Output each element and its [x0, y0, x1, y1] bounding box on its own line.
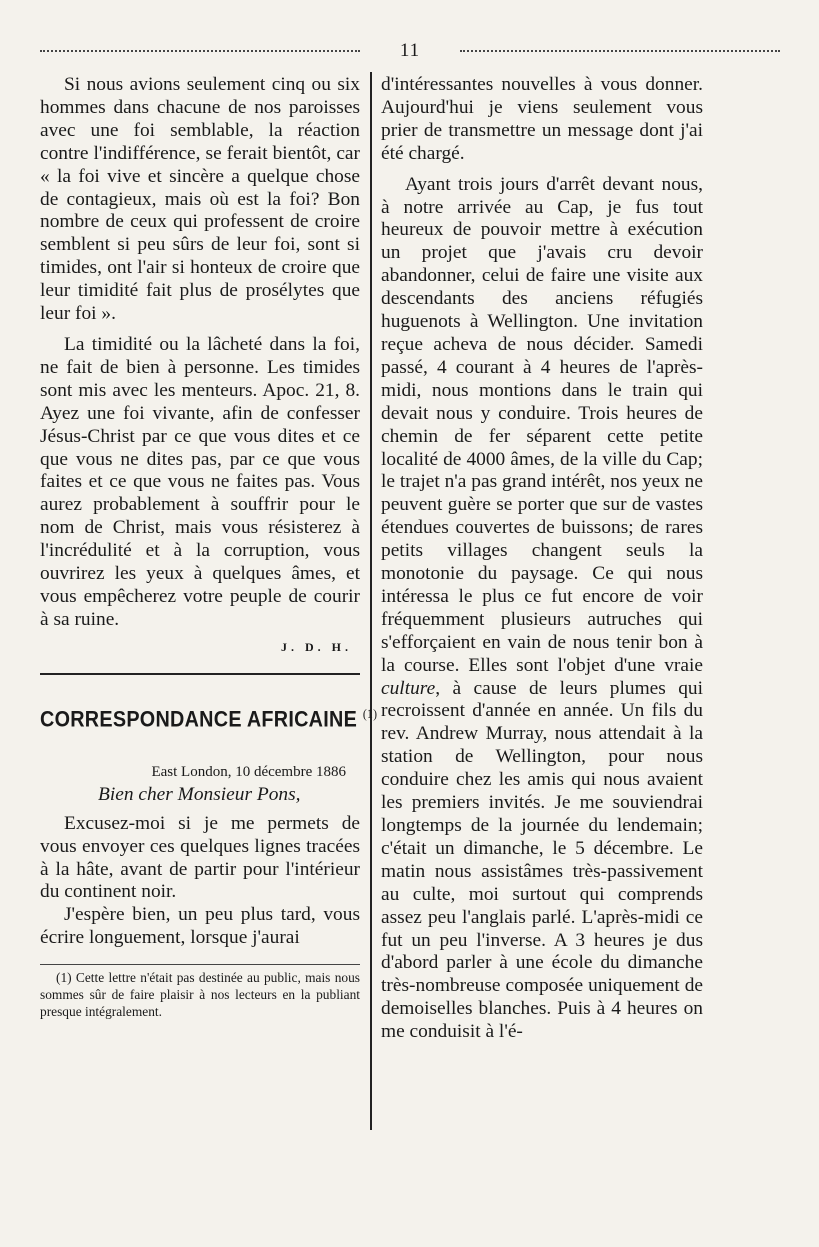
paragraph: Si nous avions seulement cinq ou six hommes dans chacune de nos paroisses avec une foi semblable, la réaction contre l'indifférence, se ferait bientôt, car « la foi vive et sincère a quelque chose de contagieux, mais où est la foi? Bon nombre de ceux qui professent de croire semblent si peu sûrs de leur foi, sont si timides, ont l'air si honteux de croire que leur timidité fait plus de prosélytes que leur foi ».: [40, 74, 360, 325]
paragraph-text: , à cause de leurs plumes qui recroissent d'année en année. Un fils du rev. Andrew Murray, nous attendait à la station de Wellington, pour nous conduire chez les amis qui nous avaient les premiers invités. Je me souviendrai longtemps de la journée du lendemain; c'était un dimanche, le 5 décembre. Le matin nous assistâmes très-passivement au culte, moi surtout qui comprends assez peu l'anglais parlé. L'après-midi ce fut un peu l'inverse. A 3 heures je dus d'abord parler à une école du dimanche très-nombreuse composée uniquement de demoiselles blanches. Puis à 4 heures on me conduisit à l'é-: [381, 677, 703, 1043]
paragraph: [381, 174, 703, 1044]
column-divider: [370, 72, 372, 1130]
letter-paragraph: J'espère bien, un peu plus tard, vous écrire longuement, lorsque j'aurai: [40, 904, 360, 949]
emphasis: culture: [381, 677, 436, 699]
section-title-text: CORRESPONDANCE AFRICAINE: [40, 705, 358, 731]
paragraph-text: Ayant trois jours d'arrêt devant nous, à notre arrivée au Cap, je fus tout heureux de pouvoir mettre à exécution un projet que j'avais cru devoir abandonner, celui de faire une visite aux descendants des anciens réfugiés huguenots à Wellington. Une invitation reçue acheva de nous décider. Samedi passé, 4 courant à 4 heures de l'après-midi, nous montions dans le train qui devait nous y conduire. Trois heures de chemin de fer séparent cette petite localité de 4000 âmes, de la ville du Cap; le trajet n'a pas grand intérêt, nos yeux ne peuvent guère se porter que sur de vastes étendues couvertes de buissons; de rares petits villages changent seuls la monotonie du paysage. Ce qui nous intéressa le plus ce fut encore de voir fréquemment plusieurs autruches qui s'efforçaient en vain de nous tenir bon à la course. Elles sont l'objet d'une vraie: [381, 173, 703, 676]
letter-paragraph: Excusez-moi si je me permets de vous envoyer ces quelques lignes tracées à la hâte, avant de partir pour l'intérieur du continent noir.: [40, 812, 360, 903]
paragraph: La timidité ou la lâcheté dans la foi, ne fait de bien à personne. Les timides sont mis avec les menteurs. Apoc. 21, 8. Ayez une foi vivante, afin de confesser Jésus-Christ par ce que vous dites et ce que vous ne dites pas, par ce que vous faites et ce que vous ne faites pas. Vous aurez probablement à souffrir pour le nom de Christ, mais vous résisterez à l'incrédulité et à la corruption, vous ouvrirez les yeux à quelques âmes, et vous empêcherez votre peuple de courir à sa ruine.: [40, 333, 360, 630]
paragraph: d'intéressantes nouvelles à vous donner. Aujourd'hui je viens seulement vous prier de transmettre un message dont j'ai été chargé.: [381, 74, 703, 164]
letter-salutation: Bien cher Monsieur Pons,: [98, 783, 301, 805]
left-column: [40, 74, 378, 1020]
page-header: [40, 40, 780, 66]
footnote: (1) Cette lettre n'était pas destinée au public, mais nous sommes sûr de faire plaisir à nos lecteurs en la publiant presque intégralement.: [40, 964, 360, 1020]
section-rule: [40, 673, 360, 675]
section-title: [40, 703, 378, 731]
page-number: 11: [399, 40, 421, 61]
right-column: [381, 74, 703, 1044]
letter-dateline: East London, 10 décembre 1886: [151, 763, 346, 780]
signature: J. D. H.: [281, 639, 352, 654]
ornamental-rule-right: [460, 50, 780, 58]
footnote-mark: (1): [362, 705, 378, 721]
